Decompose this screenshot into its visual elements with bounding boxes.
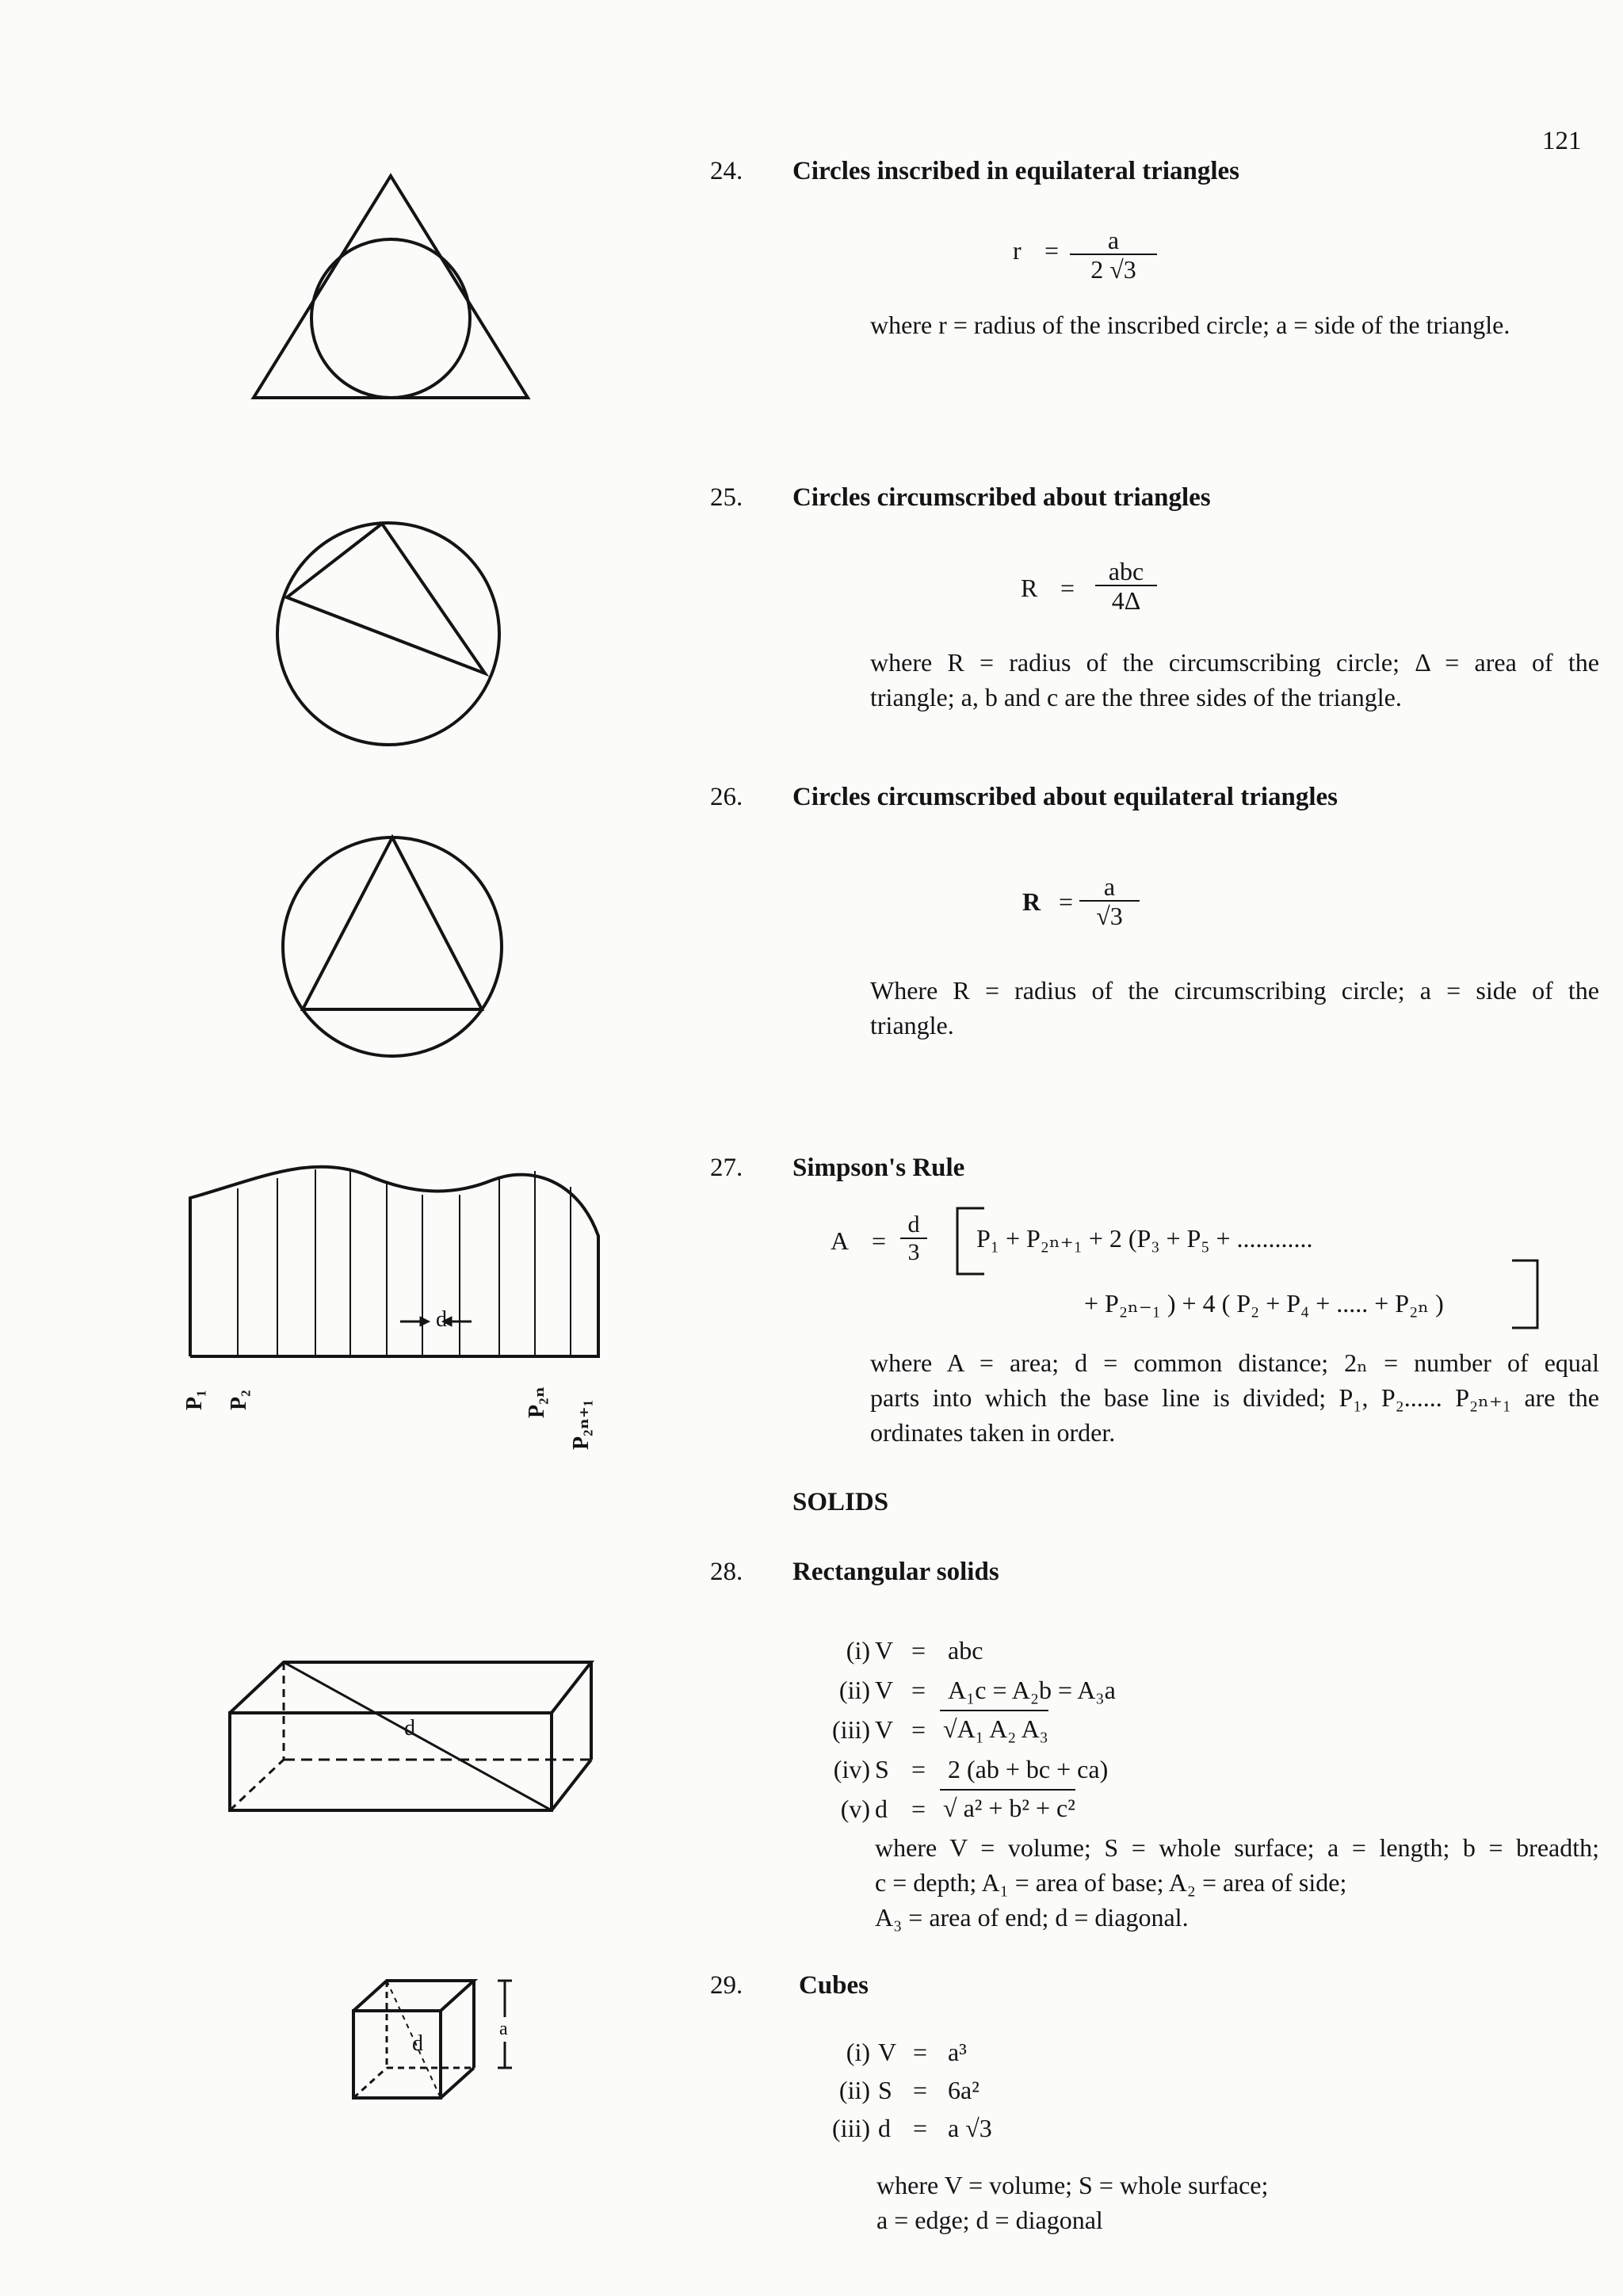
figure-circumscribed-equilateral (277, 832, 507, 1062)
section-27-description (870, 1345, 1599, 1450)
ordinate-p1-label: P₁ (182, 1390, 207, 1410)
ordinate-p2n-label: P₂ₙ (525, 1386, 549, 1418)
formula-27-line1: P₁ + P₂ₙ₊₁ + 2 (P₃ + P₅ + ............ (976, 1224, 1313, 1253)
section-25-title: Circles circumscribed about triangles (792, 483, 1211, 512)
page-number: 121 (1542, 127, 1582, 155)
formula-24-lhs: r (1013, 236, 1022, 265)
ordinate-p2-label: P₂ (227, 1390, 251, 1410)
equilateral-triangle-shape (254, 176, 528, 398)
cube-front-face (353, 2011, 441, 2098)
section-26-description (870, 973, 1599, 1043)
inscribed-circle-shape (311, 239, 470, 398)
formula-27-right-bracket (1510, 1258, 1542, 1331)
section-26-description-line2: triangle. (870, 1011, 954, 1039)
formula-26-lhs: R (1022, 887, 1041, 916)
box-diagonal (284, 1662, 552, 1810)
formula-26-numerator: a (1103, 872, 1116, 901)
simpson-d-label: d (436, 1307, 447, 1332)
section-27-title: Simpson's Rule (792, 1154, 965, 1182)
figure-cube (346, 1976, 536, 2134)
figure-inscribed-circle (246, 166, 539, 404)
curved-boundary-shape (190, 1167, 598, 1356)
formula-27-line2: + P₂ₙ₋₁ ) + 4 ( P₂ + P₄ + ..... + P₂ₙ ) (1084, 1289, 1444, 1318)
section-28-description-line3: A₃ = area of end; d = diagonal. (875, 1903, 1189, 1932)
section-27-number: 27. (710, 1154, 743, 1182)
section-28-number: 28. (710, 1558, 743, 1586)
cube-edge-label: a (499, 2017, 508, 2042)
formula-26-fraction (1079, 873, 1140, 930)
section-29-description-line2: a = edge; d = diagonal (876, 2206, 1103, 2234)
section-28-description (875, 1830, 1599, 1935)
section-28-description-line2: c = depth; A₁ = area of base; A₂ = area of side; (875, 1868, 1347, 1897)
formula-25-eq: = (1060, 574, 1075, 602)
box-front-face (230, 1713, 552, 1810)
equilateral-triangle-shape-2 (303, 837, 482, 1009)
formula-24-fraction (1070, 227, 1157, 284)
formula-27-lhs: A (831, 1226, 850, 1255)
section-29-number: 29. (710, 1971, 743, 2000)
formula-26-denominator: √3 (1079, 900, 1140, 930)
section-29-title: Cubes (799, 1971, 869, 2000)
rect-diagonal-label: d (404, 1716, 415, 1741)
cube-diagonal-label: d (412, 2031, 423, 2056)
formula-27-numerator: d (907, 1211, 920, 1238)
section-27-description-line1: where A = area; d = common distance; 2ₙ = number of equal (870, 1348, 1599, 1377)
section-28-title: Rectangular solids (792, 1558, 999, 1586)
section-24-number: 24. (710, 157, 743, 185)
section-25-description-line2: triangle; a, b and c are the three sides of the triangle. (870, 683, 1402, 711)
section-29-description-line1: where V = volume; S = whole surface; (876, 2171, 1269, 2199)
formula-26-eq: = (1059, 887, 1074, 916)
formula-27-eq: = (872, 1226, 887, 1255)
circumscribed-circle-shape-2 (283, 837, 502, 1056)
formula-24-numerator: a (1107, 226, 1120, 254)
section-24-description: where r = radius of the inscribed circle; a = side of the triangle. (870, 311, 1510, 339)
formula-25-fraction (1095, 558, 1157, 615)
formula-25-numerator: abc (1108, 557, 1144, 585)
section-25-description (870, 645, 1599, 715)
ordinate-p2n1-label: P₂ₙ₊₁ (569, 1399, 594, 1450)
circumscribed-circle-shape (277, 523, 499, 745)
formula-27-fraction (900, 1212, 927, 1266)
section-26-description-line1: Where R = radius of the circumscribing circle; a = side of the (870, 976, 1599, 1005)
section-29-description (876, 2168, 1268, 2237)
formula-24-bar: 2 √3 (1070, 254, 1157, 284)
formula-27-denominator: 3 (900, 1238, 927, 1266)
section-27-description-line3: ordinates taken in order. (870, 1418, 1116, 1447)
solids-heading: SOLIDS (792, 1488, 889, 1516)
section-26-title: Circles circumscribed about equilateral triangles (792, 783, 1338, 811)
section-27-description-line2: parts into which the base line is divided; P₁, P₂...... P₂ₙ₊₁ are the (870, 1383, 1599, 1412)
formula-25-lhs: R (1021, 574, 1038, 602)
section-24-title: Circles inscribed in equilateral triangles (792, 157, 1240, 185)
formula-24-eq: = (1044, 236, 1060, 265)
cube-top-face (353, 1981, 474, 2011)
section-26-number: 26. (710, 783, 743, 811)
figure-circumscribed-triangle (269, 515, 507, 753)
section-28-description-line1: where V = volume; S = whole surface; a = length; b = breadth; (875, 1833, 1599, 1862)
section-25-description-line1: where R = radius of the circumscribing circle; Δ = area of the (870, 648, 1599, 677)
figure-simpsons-rule (182, 1149, 610, 1466)
formula-25-denominator: 4Δ (1095, 585, 1157, 615)
figure-rectangular-solid (222, 1656, 602, 1830)
section-25-number: 25. (710, 483, 743, 512)
